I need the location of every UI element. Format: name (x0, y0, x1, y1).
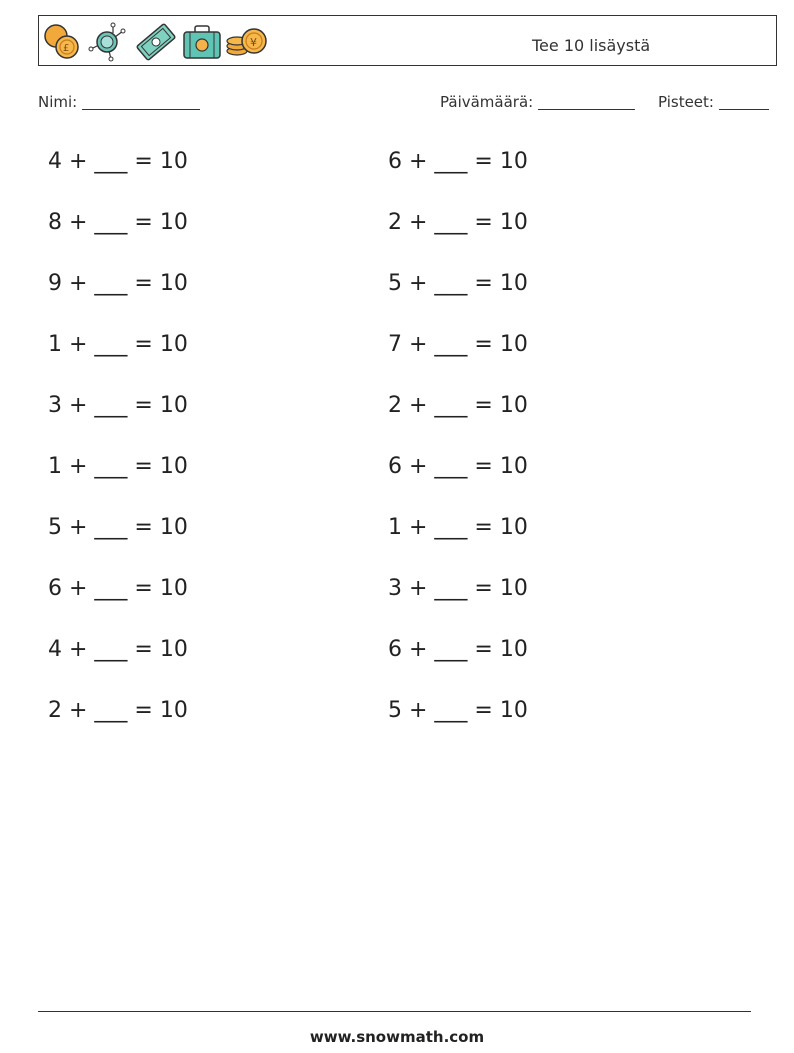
date-blank[interactable] (538, 94, 635, 110)
problem-item[interactable]: 2 + ___ = 10 (388, 210, 528, 235)
problem-item[interactable]: 1 + ___ = 10 (388, 515, 528, 540)
date-label: Päivämäärä: (440, 93, 534, 111)
problem-item[interactable]: 4 + ___ = 10 (48, 149, 188, 174)
problem-item[interactable]: 3 + ___ = 10 (388, 576, 528, 601)
name-blank[interactable] (82, 94, 200, 110)
worksheet-header (38, 15, 777, 66)
money-briefcase-icon (181, 21, 223, 63)
name-field[interactable] (38, 93, 200, 111)
footer-divider (38, 1011, 751, 1012)
name-label: Nimi: (38, 93, 78, 111)
score-label: Pisteet: (658, 93, 714, 111)
problem-item[interactable]: 2 + ___ = 10 (48, 698, 188, 723)
problem-item[interactable]: 6 + ___ = 10 (388, 637, 528, 662)
problem-item[interactable]: 6 + ___ = 10 (388, 149, 528, 174)
score-field[interactable] (658, 93, 769, 111)
problem-item[interactable]: 1 + ___ = 10 (48, 454, 188, 479)
date-field[interactable] (440, 93, 635, 111)
svg-text:¥: ¥ (250, 36, 257, 49)
crypto-coin-icon (87, 21, 127, 63)
banknote-icon (135, 21, 177, 63)
problem-item[interactable]: 5 + ___ = 10 (388, 271, 528, 296)
svg-text:£: £ (63, 43, 70, 54)
problem-item[interactable]: 2 + ___ = 10 (388, 393, 528, 418)
problem-item[interactable]: 1 + ___ = 10 (48, 332, 188, 357)
problem-item[interactable]: 8 + ___ = 10 (48, 210, 188, 235)
problem-item[interactable]: 7 + ___ = 10 (388, 332, 528, 357)
problem-item[interactable]: 5 + ___ = 10 (388, 698, 528, 723)
score-blank[interactable] (719, 94, 769, 110)
problem-item[interactable]: 5 + ___ = 10 (48, 515, 188, 540)
yen-coin-stack-icon (225, 21, 271, 63)
footer-site-link[interactable]: www.snowmath.com (309, 1028, 485, 1046)
problem-item[interactable]: 4 + ___ = 10 (48, 637, 188, 662)
worksheet-title: Tee 10 lisäystä (532, 36, 651, 55)
problem-item[interactable]: 3 + ___ = 10 (48, 393, 188, 418)
problem-item[interactable]: 6 + ___ = 10 (388, 454, 528, 479)
problem-item[interactable]: 9 + ___ = 10 (48, 271, 188, 296)
problem-item[interactable]: 6 + ___ = 10 (48, 576, 188, 601)
gold-coins-icon (43, 21, 83, 63)
